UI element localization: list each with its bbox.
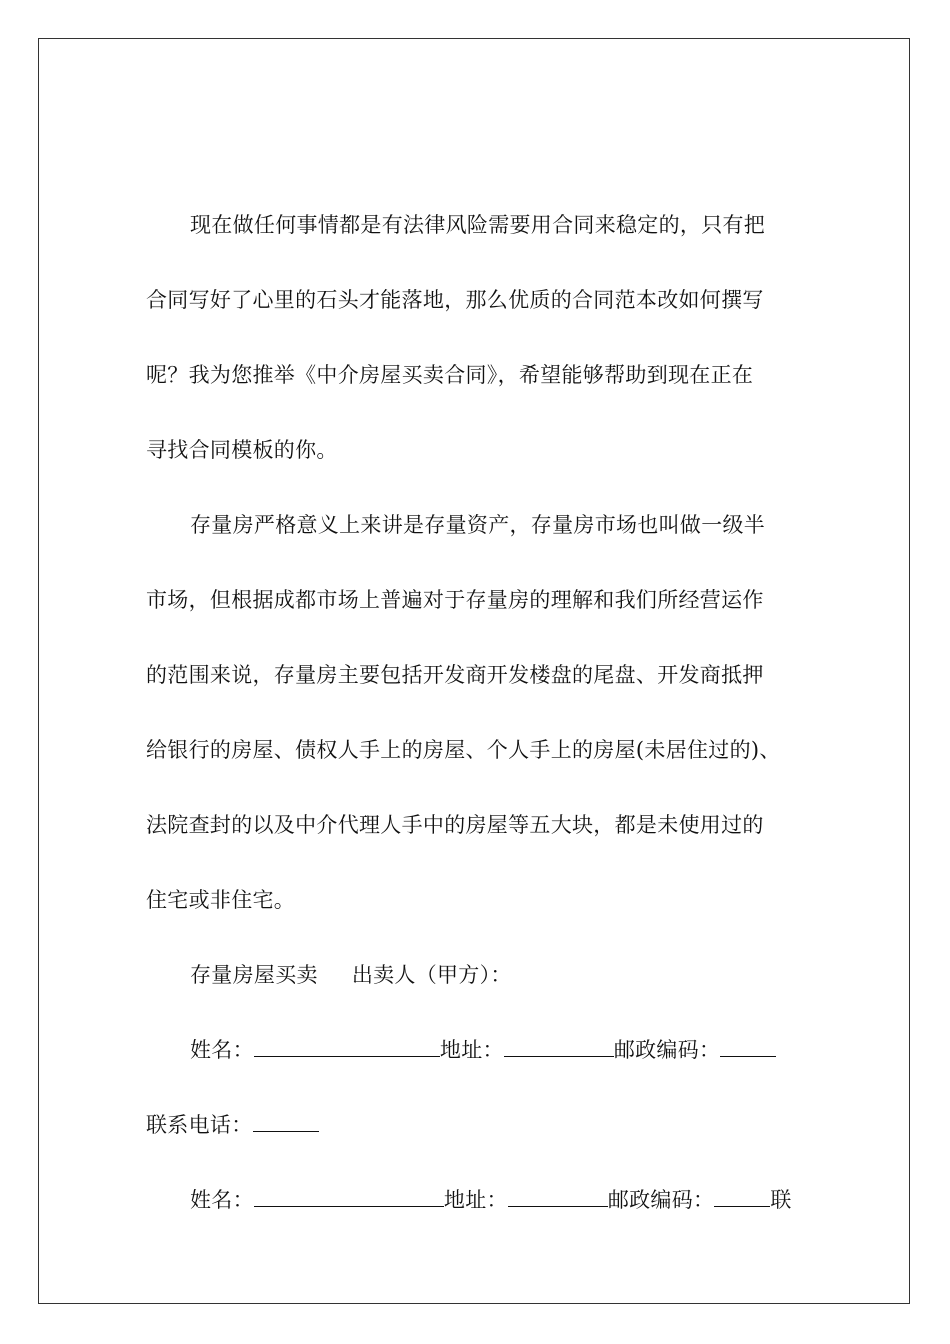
name-label-2: 姓名：: [190, 1188, 254, 1212]
paragraph-1-line-1: 现在做任何事情都是有法律风险需要用合同来稳定的，只有把: [190, 213, 766, 237]
paragraph-1-line-4: 寻找合同模板的你。: [146, 438, 338, 462]
paragraph-2-line-3: 的范围来说，存量房主要包括开发商开发楼盘的尾盘、开发商抵押: [146, 663, 764, 687]
contract-heading: [190, 960, 512, 990]
contract-type-label: 存量房屋买卖: [190, 963, 318, 987]
trailing-text: 联: [770, 1188, 792, 1212]
postcode-label-2: 邮政编码：: [607, 1188, 715, 1212]
paragraph-1-line-3: 呢？我为您推举《中介房屋买卖合同》，希望能够帮助到现在正在: [146, 363, 754, 387]
name-blank[interactable]: [254, 1036, 440, 1057]
address-blank[interactable]: [504, 1036, 614, 1057]
postcode-blank[interactable]: [720, 1036, 776, 1057]
seller-label: 出卖人（甲方）：: [351, 963, 512, 987]
seller-phone-row: [146, 1110, 319, 1140]
paragraph-2-line-6: 住宅或非住宅。: [146, 888, 296, 912]
paragraph-2-line-5: 法院查封的以及中介代理人手中的房屋等五大块，都是未使用过的: [146, 813, 764, 837]
name-blank-2[interactable]: [254, 1186, 444, 1207]
seller-info-row: [190, 1035, 776, 1065]
paragraph-1-line-2: 合同写好了心里的石头才能落地，那么优质的合同范本改如何撰写: [146, 288, 764, 312]
second-info-row: [190, 1185, 792, 1215]
paragraph-2-line-2: 市场，但根据成都市场上普遍对于存量房的理解和我们所经营运作: [146, 588, 764, 612]
phone-label: 联系电话：: [146, 1113, 253, 1137]
address-label-2: 地址：: [443, 1188, 508, 1212]
paragraph-2-line-4: 给银行的房屋、债权人手上的房屋、个人手上的房屋(未居住过的)、: [146, 738, 781, 762]
postcode-blank-2[interactable]: [714, 1186, 770, 1207]
address-label: 地址：: [439, 1038, 504, 1062]
postcode-label: 邮政编码：: [613, 1038, 721, 1062]
address-blank-2[interactable]: [508, 1186, 608, 1207]
phone-blank[interactable]: [253, 1111, 319, 1132]
paragraph-2-line-1: 存量房严格意义上来讲是存量资产，存量房市场也叫做一级半: [190, 513, 766, 537]
name-label: 姓名：: [190, 1038, 254, 1062]
